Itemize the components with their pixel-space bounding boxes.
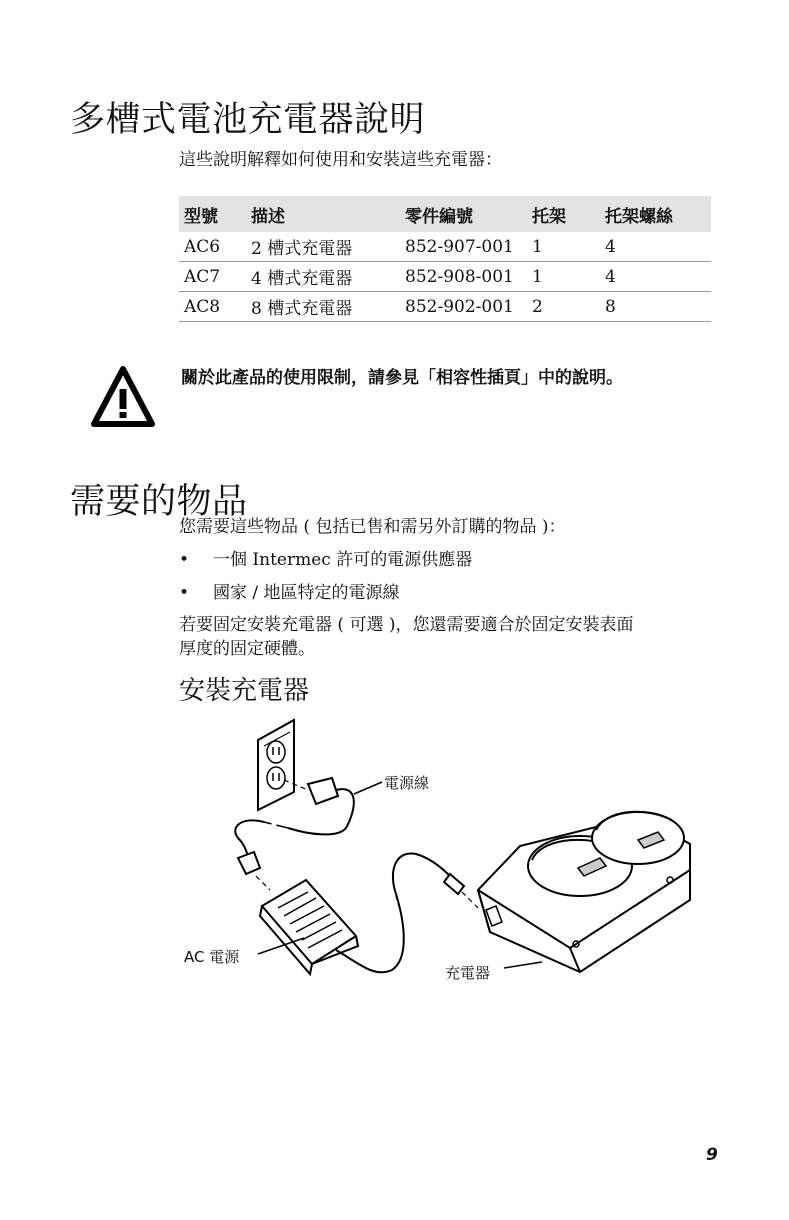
cell-bracket-screws: 4 <box>605 232 711 262</box>
cell-model: AC8 <box>179 292 251 322</box>
charger-models-table <box>179 196 711 322</box>
power-plug <box>308 778 338 804</box>
cell-part-number: 852-902-001 <box>405 292 532 322</box>
figure-label-power-cord: 電源線 <box>384 774 430 792</box>
header-model: 型號 <box>179 196 251 232</box>
section-title-install-charger: 安裝充電器 <box>179 676 310 706</box>
cell-bracket-screws: 8 <box>605 292 711 322</box>
list-item-text: 一個 Intermec 許可的電源供應器 <box>213 550 473 570</box>
mounting-paragraph-line1: 若要固定安裝充電器 ( 可選 )，您還需要適合於固定安裝表面 <box>179 615 634 635</box>
page-number: 9 <box>706 1145 718 1165</box>
cell-description: 4 槽式充電器 <box>251 262 405 292</box>
table-header-row <box>179 196 711 232</box>
table-row <box>179 232 711 262</box>
cell-description: 2 槽式充電器 <box>251 232 405 262</box>
cell-bracket: 2 <box>532 292 605 322</box>
wall-outlet-plate <box>258 720 294 810</box>
table-row <box>179 292 711 322</box>
figure-label-ac-power: AC 電源 <box>184 948 240 966</box>
list-item <box>179 545 472 575</box>
cell-model: AC7 <box>179 262 251 292</box>
mounting-paragraph-line2: 厚度的固定硬體。 <box>179 639 315 659</box>
table-row <box>179 262 711 292</box>
cell-part-number: 852-908-001 <box>405 262 532 292</box>
header-description: 描述 <box>251 196 405 232</box>
warning-text: 關於此產品的使用限制，請參見「相容性插頁」中的說明。 <box>181 368 623 388</box>
charger-installation-illustration <box>160 710 700 1000</box>
section-title-multi-slot-charger: 多槽式電池充電器說明 <box>70 100 426 140</box>
bullet-icon: • <box>179 550 190 570</box>
list-item <box>179 578 400 608</box>
figure-label-charger: 充電器 <box>445 964 491 982</box>
header-part-number: 零件編號 <box>405 196 532 232</box>
cell-model: AC6 <box>179 232 251 262</box>
header-bracket-screws: 托架螺絲 <box>605 196 711 232</box>
bullet-icon: • <box>179 583 190 603</box>
cell-part-number: 852-907-001 <box>405 232 532 262</box>
warning-triangle-icon <box>90 365 156 429</box>
cell-bracket: 1 <box>532 232 605 262</box>
section-intro: 這些說明解釋如何使用和安裝這些充電器： <box>179 150 502 170</box>
cell-description: 8 槽式充電器 <box>251 292 405 322</box>
cell-bracket: 1 <box>532 262 605 292</box>
section-title-required-items: 需要的物品 <box>70 482 248 522</box>
cell-bracket-screws: 4 <box>605 262 711 292</box>
list-item-text: 國家 / 地區特定的電源線 <box>213 583 400 603</box>
required-items-intro: 您需要這些物品 ( 包括已售和需另外訂購的物品 )： <box>179 517 566 537</box>
header-bracket: 托架 <box>532 196 605 232</box>
